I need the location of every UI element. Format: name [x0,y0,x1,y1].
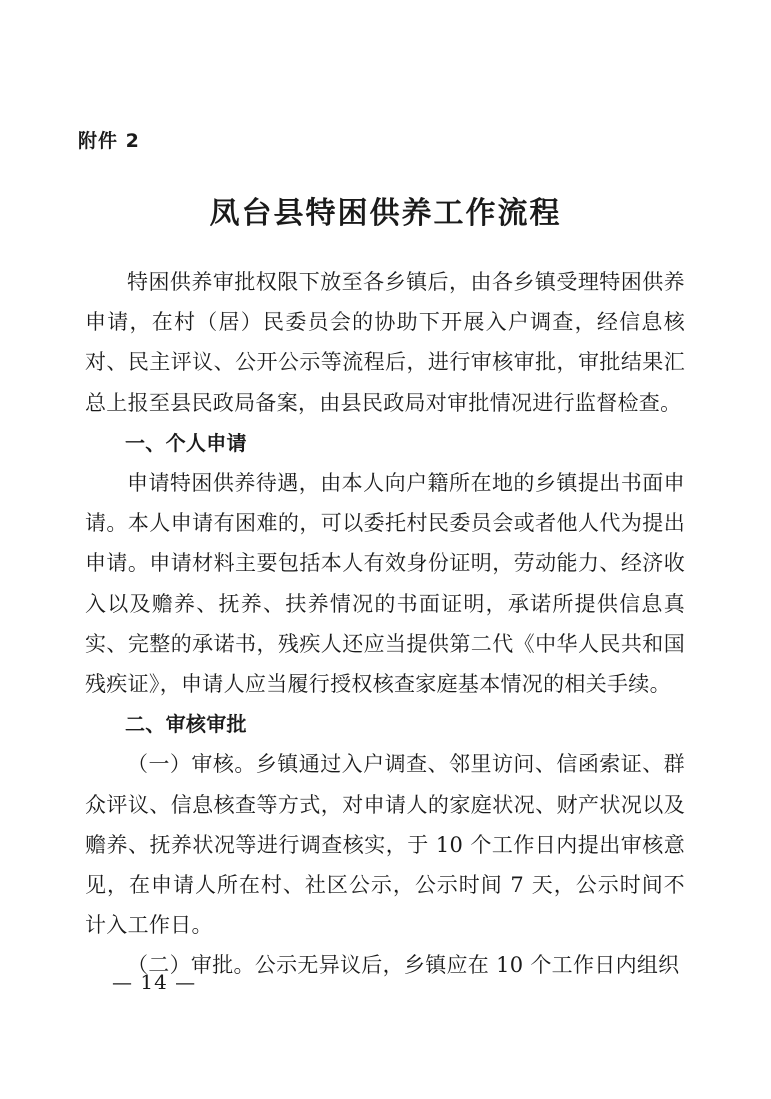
intro-paragraph: 特困供养审批权限下放至各乡镇后，由各乡镇受理特困供养申请，在村（居）民委员会的协助下开展入户调查，经信息核对、民主评议、公开公示等流程后，进行审核审批，审批结果汇总上报至县民政局备案，由县民政局对审批情况进行监督检查。 [85,270,685,415]
section-heading: 一、个人申请 [125,430,247,455]
document-body [85,262,685,986]
document-title: 凤台县特困供养工作流程 [209,196,562,231]
section-heading: 二、审核审批 [125,712,247,737]
attachment-label: 附件 2 [78,130,140,152]
section-paragraph: 申请特困供养待遇，由本人向户籍所在地的乡镇提出书面申请。本人申请有困难的，可以委托村民委员会或者他人代为提出申请。申请材料主要包括本人有效身份证明，劳动能力、经济收入以及赡养、抚养、扶养情况的书面证明，承诺所提供信息真实、完整的承诺书，残疾人还应当提供第二代《中华人民共和国残疾证》，申请人应当履行授权核查家庭基本情况的相关手续。 [85,471,685,697]
page-number: — 14 — [112,970,197,994]
section-paragraph: （一）审核。乡镇通过入户调查、邻里访问、信函索证、群众评议、信息核查等方式，对申请人的家庭状况、财产状况以及赡养、抚养状况等进行调查核实，于 10 个工作日内提出审核意见，在申请人所在村、社区公示，公示时间 7 天，公示时间不计入工作日。 [85,752,685,938]
section-paragraph: （二）审批。公示无异议后，乡镇应在 10 个工作日内组织 [127,953,680,978]
